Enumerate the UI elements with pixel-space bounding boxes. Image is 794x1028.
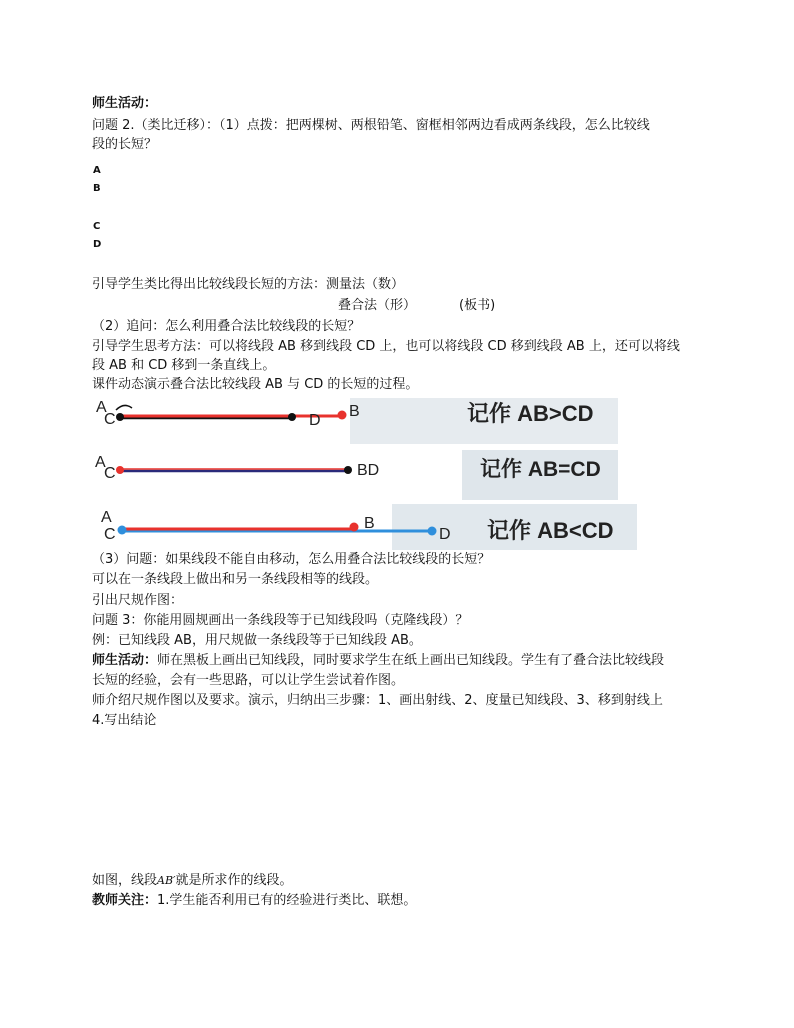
label-a: A xyxy=(101,509,112,526)
notation-less: 记作 AB<CD xyxy=(487,518,614,543)
label-d: D xyxy=(309,412,321,429)
point-b xyxy=(350,523,359,532)
teacher-student-label: 师生活动： xyxy=(92,653,158,668)
point-c xyxy=(116,466,124,474)
method-guide-line-2: 段 AB 和 CD 移到一条直线上。 xyxy=(92,358,276,373)
question-2-line-2: 段的长短？ xyxy=(92,137,158,152)
compass-intro: 引出尺规作图： xyxy=(92,593,184,608)
label-d: D xyxy=(439,526,451,543)
method-guide-line-1: 引导学生思考方法：可以将线段 AB 移到线段 CD 上，也可以将线段 CD 移到线段 AB 上，还可以将线 xyxy=(92,339,680,354)
steps-line-1: 师介绍尺规作图以及要求。演示，归纳出三步骤：1、画出射线、2、度量已知线段、3、移到射线上 xyxy=(92,693,663,708)
teacher-focus-line xyxy=(92,892,416,910)
demo-description: 课件动态演示叠合法比较线段 AB 与 CD 的长短的过程。 xyxy=(92,377,419,392)
steps-line-2: 4.写出结论 xyxy=(92,713,157,728)
point-c xyxy=(118,526,127,535)
comparison-row-greater xyxy=(96,399,594,429)
follow-up-question: （2）追问：怎么利用叠合法比较线段的长短？ xyxy=(92,319,361,334)
point-label-c: C xyxy=(93,221,101,232)
segment-comparison-figure xyxy=(92,396,637,550)
label-c: C xyxy=(104,411,116,428)
label-b: B xyxy=(364,515,375,532)
point-label-b: B xyxy=(93,183,101,194)
point-c xyxy=(116,413,124,421)
label-b: B xyxy=(349,403,360,420)
result-prefix: 如图，线段 xyxy=(92,873,158,888)
result-line xyxy=(92,872,293,890)
blackboard-note: (板书) xyxy=(459,298,496,313)
label-bd: BD xyxy=(357,462,380,479)
teacher-focus-label: 教师关注： xyxy=(92,893,158,908)
equal-segment-hint: 可以在一条线段上做出和另一条线段相等的线段。 xyxy=(92,572,379,587)
point-label-d: D xyxy=(93,239,102,250)
point-b xyxy=(338,411,347,420)
activity-title: 师生活动： xyxy=(92,96,158,111)
result-segment: AB′ xyxy=(157,874,176,887)
notation-greater: 记作 AB>CD xyxy=(467,401,594,426)
label-c: C xyxy=(104,526,116,543)
comparison-row-equal xyxy=(95,454,601,482)
notation-equal: 记作 AB=CD xyxy=(480,458,601,481)
teacher-focus-text: 1.学生能否利用已有的经验进行类比、联想。 xyxy=(157,893,417,908)
method-line-1: 引导学生类比得出比较线段长短的方法：测量法（数） xyxy=(92,277,405,292)
question-immovable: （3）问题：如果线段不能自由移动，怎么用叠合法比较线段的长短？ xyxy=(92,552,491,567)
point-bd xyxy=(344,466,352,474)
teacher-student-activity-line-2: 长短的经验，会有一些思路，可以让学生尝试着作图。 xyxy=(92,673,405,688)
point-d xyxy=(428,527,437,536)
example-line: 例：已知线段 AB，用尺规做一条线段等于已知线段 AB。 xyxy=(92,633,422,648)
question-3: 问题 3：你能用圆规画出一条线段等于已知线段吗（克隆线段）？ xyxy=(92,613,469,628)
point-label-a: A xyxy=(93,165,101,176)
teacher-student-activity-line-1 xyxy=(92,652,664,670)
point-d xyxy=(288,413,296,421)
label-a: A xyxy=(95,454,106,471)
result-suffix: 就是所求作的线段。 xyxy=(175,873,293,888)
label-a: A xyxy=(96,399,107,416)
method-line-2: 叠合法（形） xyxy=(338,298,417,313)
teacher-student-text: 师在黑板上画出已知线段，同时要求学生在纸上画出已知线段。学生有了叠合法比较线段 xyxy=(157,653,665,668)
question-2-line-1: 问题 2.（类比迁移）：（1）点拨：把两棵树、两根铅笔、窗框相邻两边看成两条线段，怎么比较线 xyxy=(92,118,650,133)
label-c: C xyxy=(104,465,116,482)
